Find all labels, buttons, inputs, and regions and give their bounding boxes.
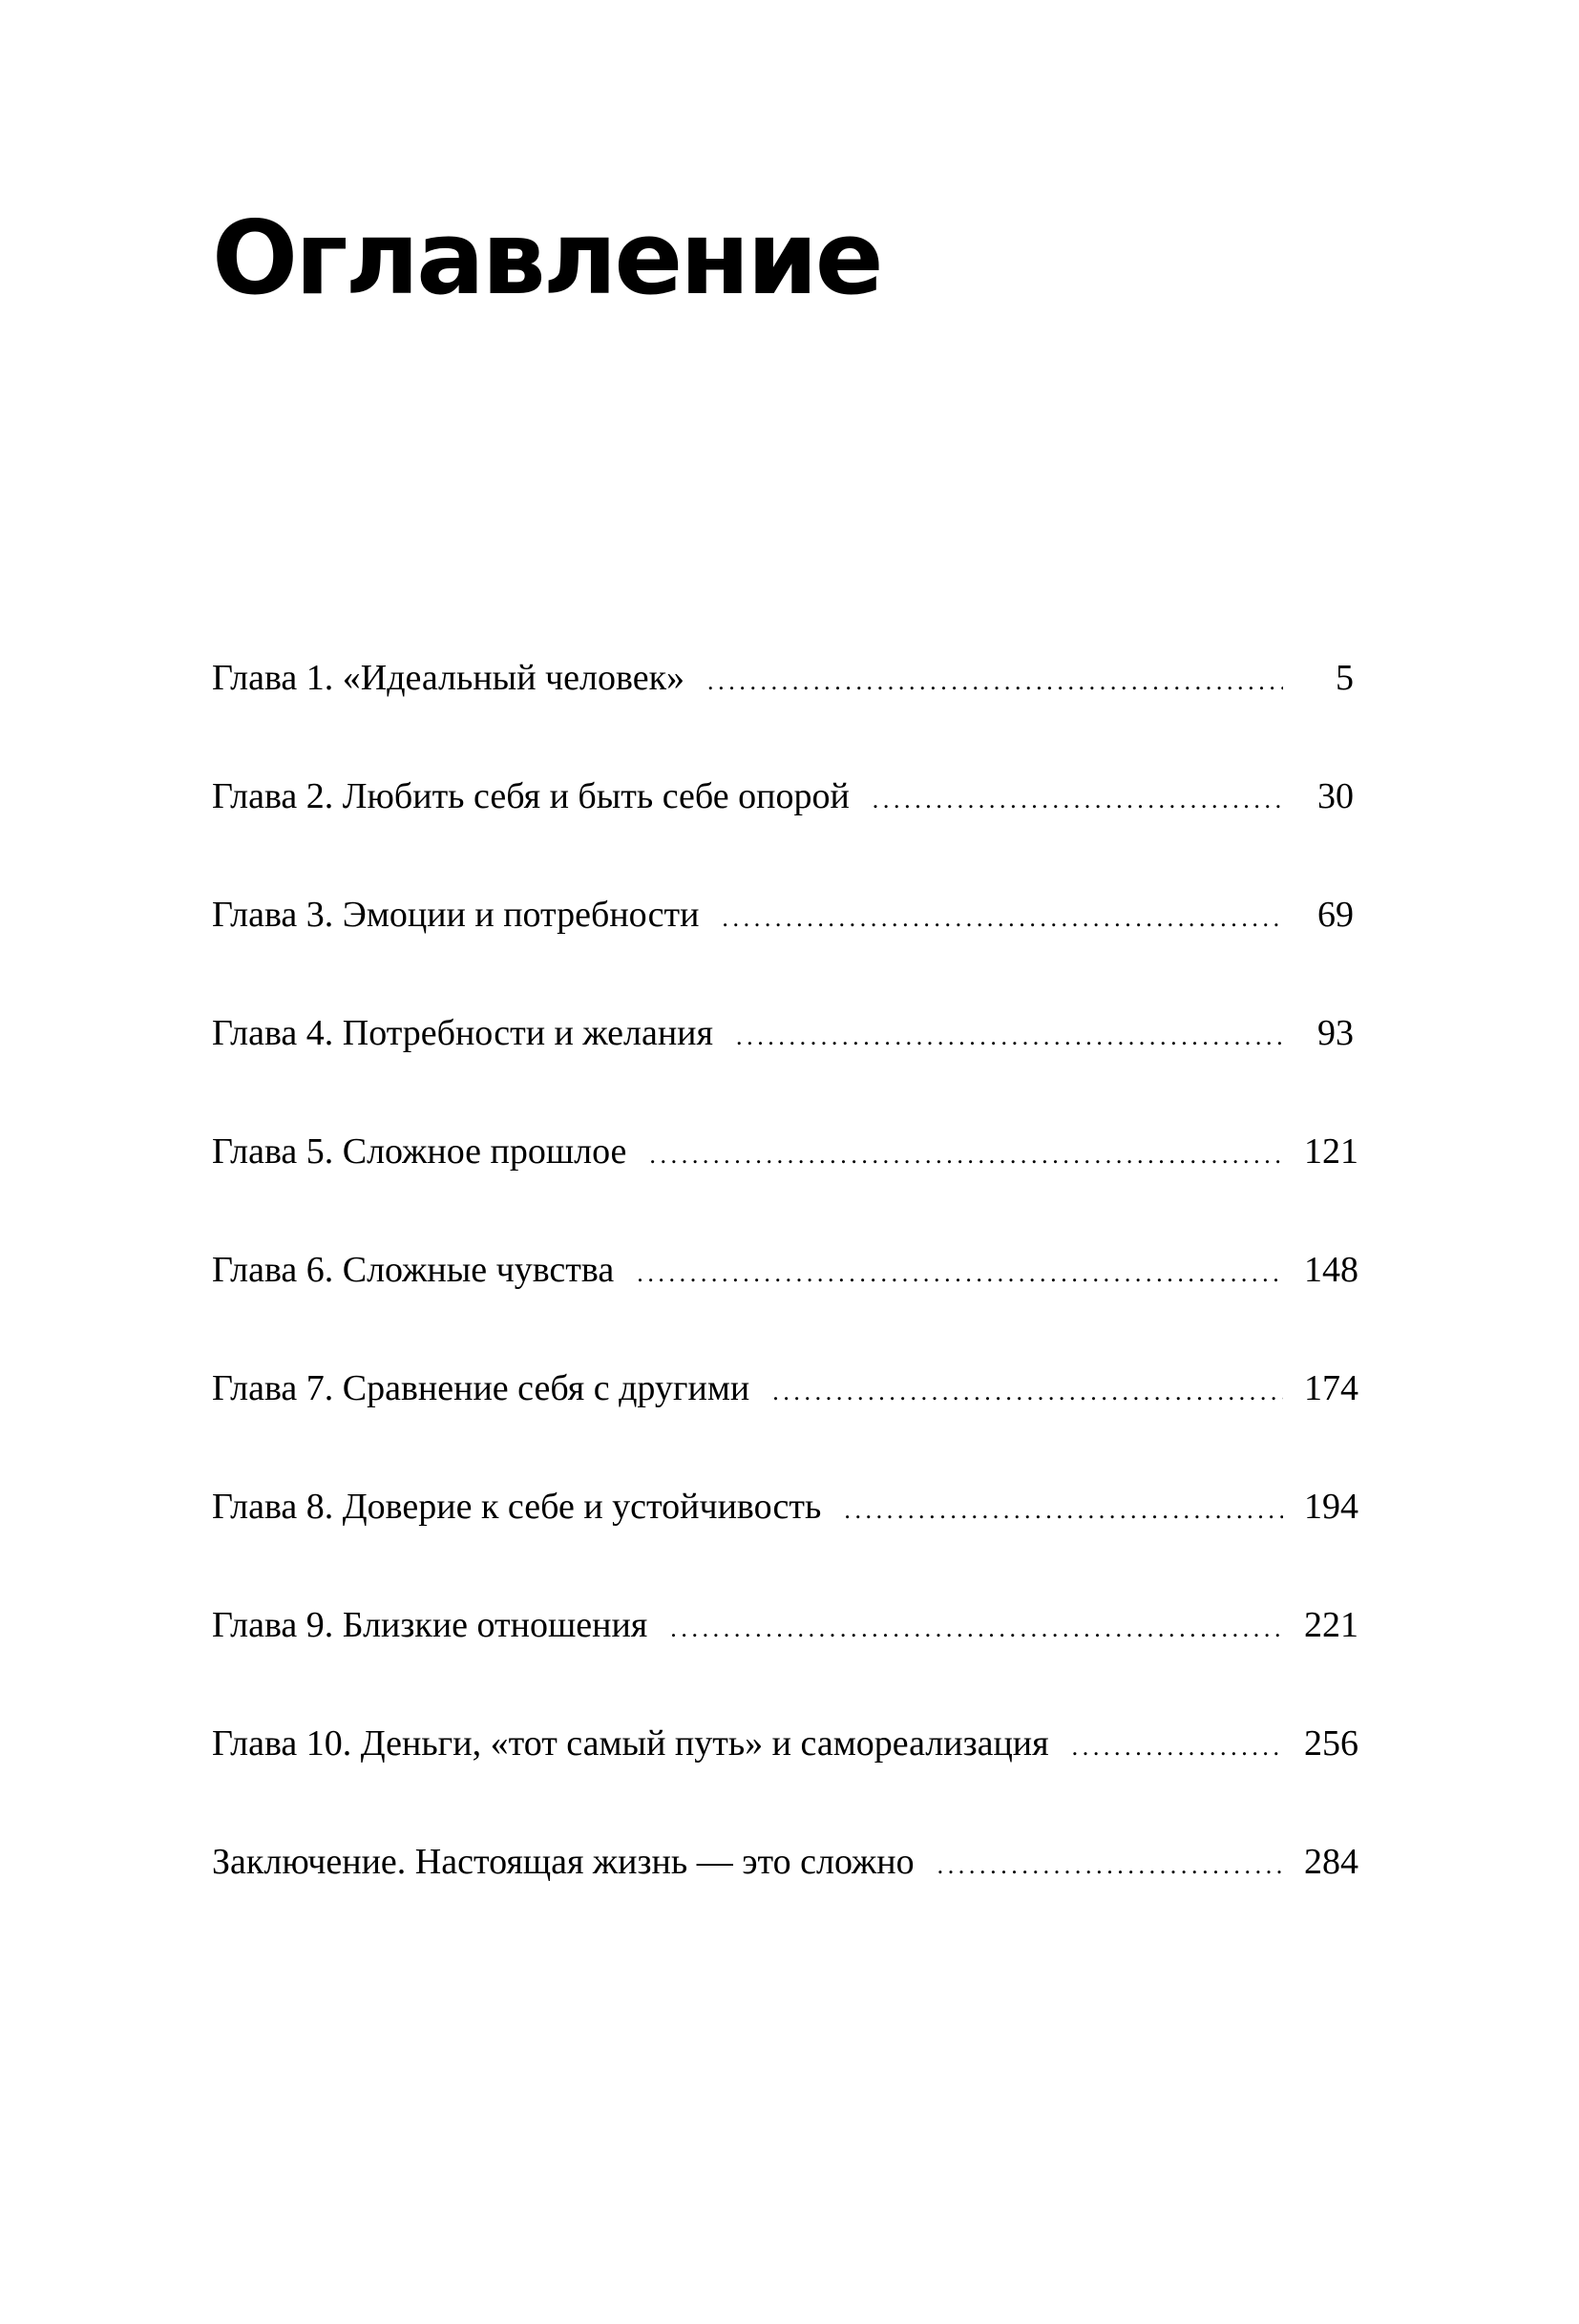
toc-entry-label: Глава 6. Сложные чувства: [212, 1250, 615, 1290]
toc-entry-label: Глава 5. Сложное прошлое: [212, 1131, 627, 1172]
toc-entry-chapter-3: [212, 882, 1354, 1001]
toc-entry-page-number: 221: [1304, 1605, 1358, 1645]
toc-entry-label: Глава 7. Сравнение себя с другими: [212, 1368, 750, 1408]
toc-entry-label: Глава 2. Любить себя и быть себе опорой: [212, 776, 850, 816]
toc-entry-chapter-6: [212, 1237, 1358, 1356]
toc-entry-page-number: 30: [1317, 776, 1354, 816]
toc-entry-label: Глава 9. Близкие отношения: [212, 1605, 648, 1645]
toc-entry-page-number: 174: [1304, 1368, 1358, 1408]
dot-leader: [670, 1596, 1283, 1661]
toc-entry-label: Заключение. Настоящая жизнь — это сложно: [212, 1842, 915, 1882]
toc-entry-page-number: 284: [1304, 1842, 1358, 1882]
toc-entry-chapter-1: [212, 645, 1354, 764]
toc-entry-page-number: 5: [1336, 658, 1354, 698]
toc-entry-label: Глава 4. Потребности и желания: [212, 1013, 713, 1053]
dot-leader: [637, 1241, 1283, 1306]
dot-leader: [649, 1123, 1283, 1188]
toc-entry-page-number: 148: [1304, 1250, 1358, 1290]
toc-entry-page-number: 194: [1304, 1487, 1358, 1527]
dot-leader: [873, 768, 1283, 833]
toc-entry-page-number: 256: [1304, 1723, 1358, 1764]
dot-leader: [844, 1478, 1283, 1543]
toc-entry-label: Глава 8. Доверие к себе и устойчивость: [212, 1487, 822, 1527]
table-of-contents: [212, 645, 1358, 1948]
toc-entry-chapter-2: [212, 764, 1354, 882]
toc-entry-chapter-5: [212, 1119, 1358, 1237]
toc-entry-page-number: 69: [1317, 895, 1354, 935]
toc-entry-label: Глава 3. Эмоции и потребности: [212, 895, 700, 935]
toc-entry-page-number: 121: [1304, 1131, 1358, 1172]
toc-entry-chapter-9: [212, 1593, 1358, 1711]
dot-leader: [707, 649, 1283, 714]
dot-leader: [772, 1360, 1283, 1425]
dot-leader: [937, 1833, 1283, 1898]
toc-entry-chapter-8: [212, 1474, 1358, 1593]
dot-leader: [722, 886, 1283, 951]
toc-entry-chapter-4: [212, 1001, 1354, 1119]
toc-entry-chapter-10: [212, 1711, 1358, 1829]
page-title: Оглавление: [212, 200, 881, 317]
toc-entry-chapter-7: [212, 1356, 1358, 1474]
dot-leader: [736, 1004, 1283, 1069]
toc-entry-page-number: 93: [1317, 1013, 1354, 1053]
toc-entry-label: Глава 10. Деньги, «тот самый путь» и самореализация: [212, 1723, 1049, 1764]
toc-entry-conclusion: [212, 1829, 1358, 1948]
dot-leader: [1072, 1715, 1283, 1780]
toc-entry-label: Глава 1. «Идеальный человек»: [212, 658, 685, 698]
